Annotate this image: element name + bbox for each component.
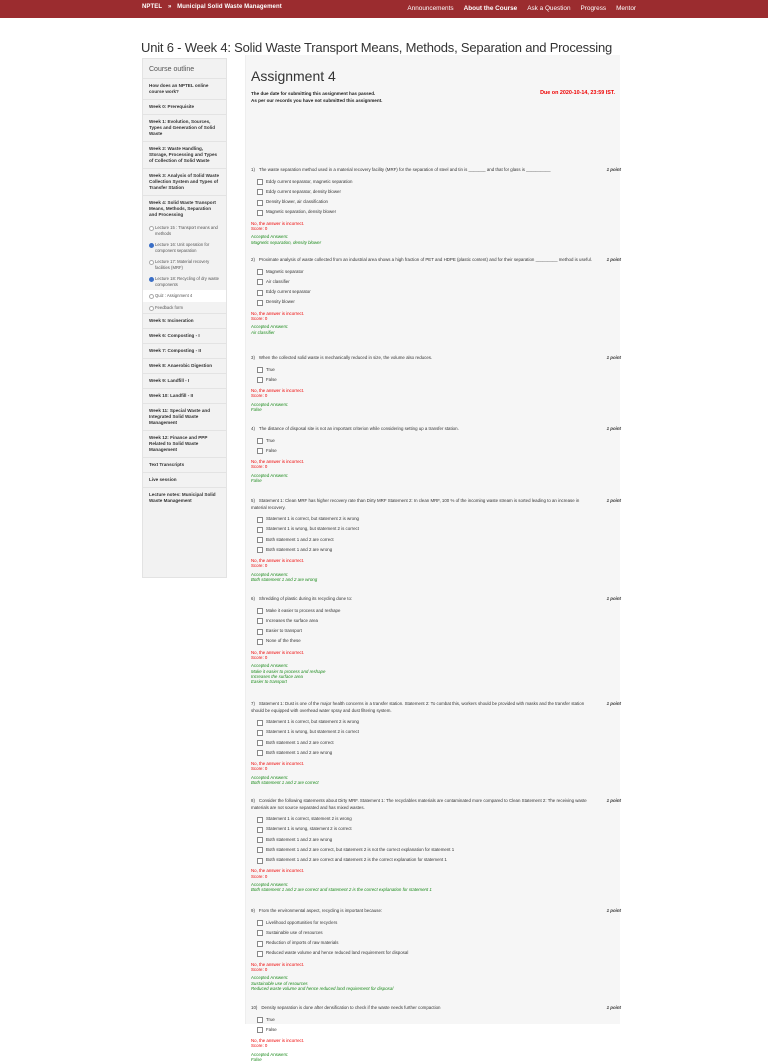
question-score: Score: 0 <box>251 1043 268 1049</box>
answer-option-label: Statement 1 is wrong, statement 2 is correct <box>266 826 352 832</box>
answer-option[interactable] <box>257 814 621 824</box>
question-prompt: When the collected solid waste is mechanically reduced in size, the volume also reduces. <box>258 355 433 360</box>
sidebar-item-week-9[interactable]: Week 9: Landfill - I <box>143 374 226 389</box>
due-note <box>251 90 382 104</box>
answer-option-label: True <box>266 437 275 443</box>
accepted-answer: Reduced waste volume and hence reduced land requirement for disposal <box>251 985 394 991</box>
checkbox-icon[interactable] <box>257 629 263 635</box>
status-dot-icon <box>149 260 154 265</box>
status-dot-icon <box>149 277 154 282</box>
nav-announcements[interactable]: Announcements <box>407 5 454 12</box>
checkbox-icon[interactable] <box>257 269 263 275</box>
checkbox-icon[interactable] <box>257 279 263 285</box>
sidebar-item-week-2[interactable]: Week 2: Waste Handling, Storage, Processing and Types of Collection of Solid Waste <box>143 142 226 169</box>
answer-option[interactable] <box>257 277 621 287</box>
answer-feedback <box>251 459 621 483</box>
accepted-answers-label: Accepted Answers: <box>251 234 289 240</box>
answer-option[interactable] <box>257 636 621 646</box>
course-outline-sidebar <box>142 58 227 578</box>
assignment-panel <box>245 55 621 1062</box>
answer-option-label: Air classifier <box>266 278 290 284</box>
sidebar-subitem-lecture-15[interactable] <box>143 222 226 239</box>
answer-option-label: Both statement 1 and 2 are correct, but statement 2 is not the correct explanation for statement 1 <box>266 846 455 852</box>
answer-option-label: Both statement 1 and 2 are wrong <box>266 546 333 552</box>
accepted-answers-label: Accepted Answers: <box>251 975 289 981</box>
accepted-answer: Easier to transport <box>251 679 287 685</box>
question-text <box>251 257 596 264</box>
answer-option[interactable] <box>257 748 621 758</box>
answer-feedback <box>251 761 621 785</box>
answer-option[interactable] <box>257 535 621 545</box>
checkbox-icon[interactable] <box>257 847 263 853</box>
answer-option[interactable] <box>257 177 621 187</box>
incorrect-status: No, the answer is incorrect. <box>251 868 305 874</box>
answer-option-label: Magnetic separation, density blower <box>266 209 337 215</box>
accepted-answers-label: Accepted Answers: <box>251 401 289 407</box>
sidebar-item-week-11[interactable]: Week 11: Special Waste and Integrated Solid Waste Management <box>143 404 226 431</box>
question-prompt: Shredding of plastic during its recycling done to: <box>258 596 353 601</box>
question-prompt: The distance of disposal site is not an important criterion while considering setting up a transfer station. <box>258 426 459 431</box>
status-dot-icon <box>149 294 154 299</box>
question-text <box>251 798 596 811</box>
top-nav <box>407 5 636 12</box>
accepted-answers-label: Accepted Answers: <box>251 1051 289 1057</box>
accepted-answer: Both statement 1 and 2 are wrong <box>251 577 318 583</box>
sidebar-item-week-5[interactable]: Week 5: Incineration <box>143 314 226 329</box>
answer-option-label: Reduced waste volume and hence reduced land requirement for disposal <box>266 950 409 956</box>
answer-option-label: Both statement 1 and 2 are correct <box>266 536 334 542</box>
sidebar-subitem-lecture-16[interactable] <box>143 239 226 256</box>
question-prompt: The waste separation method used in a material recovery facility (MRF) for the separation of steel and tin is _______ and that for glass is __________ <box>258 167 551 172</box>
answer-option[interactable] <box>257 727 621 737</box>
question-prompt: Statement 1: Clean MRF has higher recovery rate than Dirty MRF Statement 2: In clean MRF, 100 % of the incoming waste stream is sorted leading to an increase in material recovery. <box>251 498 580 510</box>
answer-option[interactable] <box>257 524 621 534</box>
checkbox-icon[interactable] <box>257 639 263 645</box>
accepted-answer: Increases the surface area <box>251 673 303 679</box>
incorrect-status: No, the answer is incorrect. <box>251 220 305 226</box>
answer-option-label: True <box>266 1016 275 1022</box>
nav-ask-question[interactable]: Ask a Question <box>527 5 571 12</box>
answer-option[interactable] <box>257 287 621 297</box>
question-prompt: Proximate analysis of waste collected from an industrial area shows a high fraction of PET and HDPE (plastic content) and for their separation _________ method is useful. <box>258 257 592 262</box>
incorrect-status: No, the answer is incorrect. <box>251 1038 305 1044</box>
question-block <box>251 798 621 893</box>
checkbox-icon[interactable] <box>257 720 263 726</box>
due-date: Due on 2020-10-14, 23:59 IST. <box>540 90 615 96</box>
sidebar-subitem-label: Feedback form <box>155 304 183 310</box>
checkbox-icon[interactable] <box>257 618 263 624</box>
sidebar-item-week-12[interactable]: Week 12: Finance and PPP Related to Solid Waste Management <box>143 431 226 458</box>
question-prompt: Density separation is done after densification to check if the waste needs further compaction <box>261 1005 441 1010</box>
question-number: 2) <box>251 257 255 262</box>
answer-feedback <box>251 221 621 245</box>
answer-option[interactable] <box>257 197 621 207</box>
answer-option-label: Statement 1 is correct, but statement 2 is wrong <box>266 516 359 521</box>
answer-option[interactable] <box>257 717 621 727</box>
checkbox-icon[interactable] <box>257 827 263 833</box>
answer-option[interactable] <box>257 365 621 375</box>
incorrect-status: No, the answer is incorrect. <box>251 459 305 465</box>
answer-option-label: Increases the surface area <box>266 617 318 623</box>
answer-option-label: Density blower <box>266 299 295 305</box>
question-block <box>251 355 621 412</box>
checkbox-icon[interactable] <box>257 547 263 553</box>
sidebar-item-live-session[interactable]: Live session <box>143 473 226 488</box>
question-block <box>251 426 621 483</box>
answer-option-label: Make it easier to process and reshape <box>266 607 341 613</box>
answer-option[interactable] <box>257 938 621 948</box>
question-block <box>251 498 621 582</box>
sidebar-item-text-transcripts[interactable]: Text Transcripts <box>143 458 226 473</box>
question-score: Score: 0 <box>251 393 268 399</box>
checkbox-icon[interactable] <box>257 210 263 216</box>
accepted-answers-label: Accepted Answers: <box>251 663 289 669</box>
nav-about-course[interactable]: About the Course <box>463 5 518 12</box>
due-note-line-1: The due date for submitting this assignment has passed. <box>251 91 376 96</box>
sidebar-subitem-label: Lecture 17: Material recovery facilities (MRF) <box>155 259 210 270</box>
question-score: Score: 0 <box>251 654 268 660</box>
status-dot-icon <box>149 226 154 231</box>
question-points: 1 point <box>606 498 621 503</box>
sidebar-subitem-label: Quiz : Assignment 4 <box>155 293 193 298</box>
question-number: 10) <box>251 1005 258 1010</box>
answer-option[interactable] <box>257 1025 621 1035</box>
checkbox-icon[interactable] <box>257 920 263 926</box>
incorrect-status: No, the answer is incorrect. <box>251 761 305 767</box>
accepted-answer: Make it easier to process and reshape <box>251 668 326 674</box>
sidebar-subitem-lecture-18[interactable] <box>143 273 226 290</box>
checkbox-icon[interactable] <box>257 438 263 444</box>
checkbox-icon[interactable] <box>257 941 263 947</box>
answer-option-label: False <box>266 447 277 453</box>
checkbox-icon[interactable] <box>257 730 263 736</box>
question-text <box>251 167 596 174</box>
answer-option-label: False <box>266 1026 277 1032</box>
status-dot-icon <box>149 243 154 248</box>
answer-option[interactable] <box>257 446 621 456</box>
checkbox-icon[interactable] <box>257 837 263 843</box>
answer-option-label: Both statement 1 and 2 are correct <box>266 739 334 745</box>
breadcrumb-home-link[interactable]: NPTEL <box>142 4 163 10</box>
checkbox-icon[interactable] <box>257 377 263 383</box>
breadcrumb-separator: » <box>167 4 172 10</box>
question-points: 1 point <box>606 798 621 803</box>
accepted-answer: False <box>251 406 262 412</box>
accepted-answer: False <box>251 477 262 483</box>
answer-feedback <box>251 650 621 685</box>
question-points: 1 point <box>606 167 621 172</box>
question-number: 1) <box>251 167 255 172</box>
question-points: 1 point <box>606 701 621 706</box>
question-text <box>251 498 596 511</box>
question-score: Score: 0 <box>251 315 268 321</box>
sidebar-item-lecture-notes[interactable]: Lecture notes: Municipal Solid Waste Management <box>149 492 216 503</box>
accepted-answers-label: Accepted Answers: <box>251 324 289 330</box>
accepted-answer: False <box>251 1056 262 1062</box>
due-note-line-2: As per our records you have not submitted this assignment. <box>251 98 383 103</box>
checkbox-icon[interactable] <box>257 537 263 543</box>
question-block <box>251 257 621 335</box>
question-number: 4) <box>251 426 255 431</box>
checkbox-icon[interactable] <box>257 300 263 306</box>
answer-option-label: None of the these <box>266 638 301 644</box>
answer-option-label: Easier to transport <box>266 628 302 634</box>
answer-option-label: Both statement 1 and 2 are wrong <box>266 749 333 755</box>
sidebar-subitem-label: Lecture 18: Recycling of dry waste components <box>155 276 220 287</box>
question-points: 1 point <box>606 426 621 431</box>
answer-option-label: Both statement 1 and 2 are correct and statement 2 is the correct explanation for statement 1 <box>266 857 447 863</box>
question-number: 9) <box>251 908 255 913</box>
checkbox-icon[interactable] <box>257 517 263 523</box>
answer-option-label: Statement 1 is correct, statement 2 is wrong <box>266 816 352 821</box>
answer-option[interactable] <box>257 928 621 938</box>
answer-option[interactable] <box>257 187 621 197</box>
checkbox-icon[interactable] <box>257 1027 263 1033</box>
question-number: 6) <box>251 596 255 601</box>
answer-option-label: Density blower, air classification <box>266 199 328 205</box>
nav-mentor[interactable]: Mentor <box>616 5 636 12</box>
checkbox-icon[interactable] <box>257 179 263 185</box>
answer-option[interactable] <box>257 918 621 928</box>
assignment-title: Assignment 4 <box>251 68 336 84</box>
question-points: 1 point <box>606 596 621 601</box>
question-points: 1 point <box>606 908 621 913</box>
question-number: 3) <box>251 355 255 360</box>
answer-option-label: Reduction of imports of raw materials <box>266 940 339 946</box>
answer-option[interactable] <box>257 824 621 834</box>
incorrect-status: No, the answer is incorrect. <box>251 649 305 655</box>
checkbox-icon[interactable] <box>257 740 263 746</box>
sidebar-item-week-3[interactable]: Week 3: Analysis of Solid Waste Collection System and Types of Transfer Station <box>143 169 226 196</box>
answer-option[interactable] <box>257 1015 621 1025</box>
question-number: 5) <box>251 498 255 503</box>
answer-option[interactable] <box>257 375 621 385</box>
answer-option[interactable] <box>257 297 621 307</box>
checkbox-icon[interactable] <box>257 367 263 373</box>
answer-option[interactable] <box>257 626 621 636</box>
checkbox-icon[interactable] <box>257 448 263 454</box>
sidebar-subitem-label: Lecture 15 : Transport means and methods <box>155 225 218 236</box>
checkbox-icon[interactable] <box>257 527 263 533</box>
accepted-answer: Sustainable use of resources <box>251 980 308 986</box>
answer-option-label: Eddy current separator, magnetic separation <box>266 178 353 184</box>
question-score: Score: 0 <box>251 873 268 879</box>
checkbox-icon[interactable] <box>257 930 263 936</box>
status-dot-icon <box>149 306 154 311</box>
sidebar-subitem-feedback[interactable] <box>143 302 226 315</box>
answer-feedback <box>251 868 621 892</box>
answer-option[interactable] <box>257 738 621 748</box>
sidebar-heading: Course outline <box>143 59 226 79</box>
checkbox-icon[interactable] <box>257 189 263 195</box>
accepted-answers-label: Accepted Answers: <box>251 472 289 478</box>
sidebar-item-week-4[interactable]: Week 4: Solid Waste Transport Means, Methods, Separation and Processing <box>149 200 216 217</box>
breadcrumb-course-link[interactable]: Municipal Solid Waste Management <box>177 4 282 10</box>
question-text <box>251 701 596 714</box>
accepted-answers-label: Accepted Answers: <box>251 882 289 888</box>
answer-option[interactable] <box>257 606 621 616</box>
checkbox-icon[interactable] <box>257 290 263 296</box>
question-block <box>251 167 621 245</box>
accepted-answers-label: Accepted Answers: <box>251 571 289 577</box>
question-block <box>251 908 621 991</box>
answer-option-label: Statement 1 is wrong, but statement 2 is correct <box>266 729 359 735</box>
answer-option-label: Eddy current separator <box>266 289 311 295</box>
sidebar-item-week-7[interactable]: Week 7: Composting - II <box>143 344 226 359</box>
checkbox-icon[interactable] <box>257 200 263 206</box>
answer-feedback <box>251 1038 621 1062</box>
answer-option[interactable] <box>257 207 621 217</box>
answer-option-label: True <box>266 366 275 372</box>
answer-option[interactable] <box>257 616 621 626</box>
answer-option[interactable] <box>257 436 621 446</box>
sidebar-item-how-nptel-works[interactable]: How does an NPTEL online course work? <box>143 79 226 100</box>
page-title: Unit 6 - Week 4: Solid Waste Transport Means, Methods, Separation and Processing <box>141 39 613 55</box>
sidebar-subitem-lecture-17[interactable] <box>143 256 226 273</box>
checkbox-icon[interactable] <box>257 608 263 614</box>
question-block <box>251 701 621 785</box>
accepted-answer: Both statement 1 and 2 are correct and statement 2 is the correct explanation for statement 1 <box>251 887 432 893</box>
answer-option[interactable] <box>257 948 621 958</box>
incorrect-status: No, the answer is incorrect. <box>251 558 305 564</box>
accepted-answer: Magnetic separation, density blower <box>251 239 322 245</box>
answer-option-label: Both statement 1 and 2 are wrong <box>266 836 333 842</box>
answer-option[interactable] <box>257 545 621 555</box>
sidebar-item-week-1[interactable]: Week 1: Evolution, Sources, Types and Generation of Solid Waste <box>143 115 226 142</box>
sidebar-subitem-label: Lecture 16: Unit operation for component separation <box>155 242 210 253</box>
question-score: Score: 0 <box>251 766 268 772</box>
answer-feedback <box>251 388 621 412</box>
accepted-answer: Air classifier <box>251 329 275 335</box>
breadcrumb <box>142 4 286 10</box>
answer-feedback <box>251 962 621 991</box>
answer-option[interactable] <box>257 835 621 845</box>
question-number: 7) <box>251 701 255 706</box>
question-points: 1 point <box>606 1005 621 1010</box>
answer-option-label: Livelihood opportunities for recyclers <box>266 919 338 925</box>
incorrect-status: No, the answer is incorrect. <box>251 388 305 394</box>
question-points: 1 point <box>606 257 621 262</box>
sidebar-item-week-10[interactable]: Week 10: Landfill - II <box>143 389 226 404</box>
answer-option[interactable] <box>257 514 621 524</box>
question-prompt: From the environmental aspect, recycling is important because: <box>258 908 383 913</box>
sidebar-item-week-0[interactable]: Week 0: Prerequisite <box>143 100 226 115</box>
question-score: Score: 0 <box>251 464 268 470</box>
answer-option-label: Eddy current separator, density blower <box>266 188 341 194</box>
checkbox-icon[interactable] <box>257 858 263 864</box>
accepted-answer: Both statement 1 and 2 are correct <box>251 780 319 786</box>
incorrect-status: No, the answer is incorrect. <box>251 961 305 967</box>
incorrect-status: No, the answer is incorrect. <box>251 310 305 316</box>
accepted-answers-label: Accepted Answers: <box>251 774 289 780</box>
nav-progress[interactable]: Progress <box>580 5 607 12</box>
answer-option-label: Magnetic separator <box>266 268 304 274</box>
question-number: 8) <box>251 798 255 803</box>
answer-option-label: False <box>266 376 277 382</box>
question-points: 1 point <box>606 355 621 360</box>
sidebar-item-week-6[interactable]: Week 6: Composting - I <box>143 329 226 344</box>
top-bar <box>0 0 768 18</box>
checkbox-icon[interactable] <box>257 750 263 756</box>
answer-option[interactable] <box>257 845 621 855</box>
answer-option-label: Statement 1 is correct, but statement 2 is wrong <box>266 719 359 724</box>
checkbox-icon[interactable] <box>257 1017 263 1023</box>
question-score: Score: 0 <box>251 225 268 231</box>
sidebar-subitem-quiz[interactable] <box>143 290 226 302</box>
answer-feedback <box>251 311 621 335</box>
question-prompt: Consider the following statements about Dirty MRF. Statement 1: The recyclables materials are contaminated more compared to Clean Statement 2: The receiving waste materials are not source separated and has mixed wastes. <box>251 798 587 810</box>
question-score: Score: 0 <box>251 563 268 569</box>
question-prompt: Statement 1: Dust is one of the major health concerns in a transfer station. Statement 2: To combat this, workers should be provided with masks and the transfer station should be equipped with overhead water spray and dust filtering system. <box>251 701 585 713</box>
question-block <box>251 1005 621 1062</box>
answer-option-label: Sustainable use of resources <box>266 929 323 935</box>
checkbox-icon[interactable] <box>257 817 263 823</box>
answer-option-label: Statement 1 is wrong, but statement 2 is correct <box>266 526 359 532</box>
sidebar-item-week-8[interactable]: Week 8: Anaerobic Digestion <box>143 359 226 374</box>
checkbox-icon[interactable] <box>257 951 263 957</box>
answer-option[interactable] <box>257 267 621 277</box>
answer-feedback <box>251 558 621 582</box>
question-score: Score: 0 <box>251 966 268 972</box>
answer-option[interactable] <box>257 855 621 865</box>
question-block <box>251 596 621 684</box>
